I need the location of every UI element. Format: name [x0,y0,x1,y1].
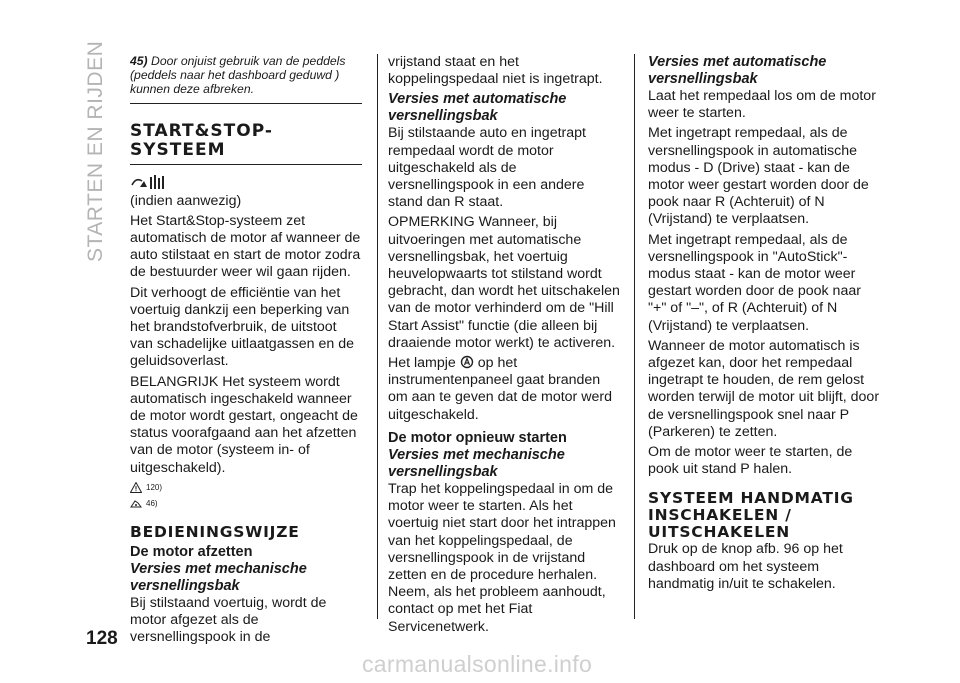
column-divider [377,54,378,619]
hand-note-icon [130,498,142,509]
reference-number: 120) [146,483,163,493]
warning-note [130,54,362,104]
note-number: 45) [130,54,148,68]
note-text: Door onjuist gebruik van de peddels (peddels naar het dashboard geduwd ) kunnen deze afbreken. [130,54,346,97]
paragraph: Met ingetrapt rempedaal, als de versnellingspook in "AutoStick"-modus staat - kan de motor weer gestart worden door de pook naar "+" of "–", of R (Achteruit) of N (Vrijstand) te verplaatsen. [648,231,861,334]
section-heading-start-stop: START&STOP-SYSTEEM [130,122,362,165]
column-divider [634,54,635,619]
paragraph: Bij stilstaand voertuig, wordt de motor afgezet als de versnellingspook in de [130,595,327,646]
reference-warning [130,480,362,496]
watermark: carmanualsonline.info [362,651,593,677]
paragraph: Bij stilstaande auto en ingetrapt rempedaal wordt de motor uitgeschakeld als de versnellingspook in een andere stand dan R staat. [388,125,586,211]
paragraph: Trap het koppelingspedaal in om de motor weer te starten. Als het voertuig niet start door het intrappen van het koppelingspedaal, de versnellingspook in de vrijstand zetten en de procedure herhalen. Neem, als het probleem aanhoudt, contact op met het Fiat Servicenetwerk. [388,481,616,635]
page-number: 128 [86,628,118,649]
paragraph [388,355,620,424]
text-span: op het instrumentenpaneel gaat branden om aan te geven dat de motor werd uitgeschakeld. [388,355,612,423]
reference-number: 46) [146,499,158,509]
paragraph: BELANGRIJK Het systeem wordt automatisch ingeschakeld wanneer de motor wordt gestart, ongeacht de status voorafgaand aan het afzetten van de motor (systeem in- of uitgeschakeld). [130,373,358,476]
column-3 [648,54,880,596]
start-stop-icon-row [130,173,362,193]
subheading-mechanisch: Versies met mechanische versnellingsbak [130,561,307,595]
paragraph: OPMERKING Wanneer, bij uitvoeringen met automatische versnellingsbak, het voertuig heuvelopwaarts tot stilstand wordt gebracht, dan wordt het uitschakelen van de motor verhinderd om de "Hill Start Assist" functie (die alleen bij draaiende motor werkt) te activeren. [388,214,620,351]
subheading-afzetten: De motor afzetten [130,543,253,560]
paragraph: Druk op de knop afb. 96 op het dashboard om het systeem handmatig in/uit te schakelen. [648,541,843,592]
section-heading-bediening: BEDIENINGSWIJZE [130,522,300,541]
paragraph: (indien aanwezig) [130,192,242,209]
paragraph: Om de motor weer te starten, de pook uit stand P halen. [648,444,853,478]
subheading-automatisch: Versies met automatische versnellingsbak [648,54,827,87]
warning-triangle-icon [130,482,142,493]
paragraph: Het Start&Stop-systeem zet automatisch de motor af wanneer de auto stilstaat en start de motor zodra de bestuurder weer wil gaan rijden. [130,212,361,281]
column-2 [388,54,620,639]
paragraph: Laat het rempedaal los om de motor weer te starten. [648,88,876,122]
chapter-side-title: STARTEN EN RIJDEN [84,40,107,262]
paragraph: Wanneer de motor automatisch is afgezet kan, door het rempedaal ingetrapt te houden, de rem gelost worden terwijl de motor uit blijft, door de versnellingspook snel naar P (Parkeren) te zetten. [648,337,880,440]
paragraph: vrijstand staat en het koppelingspedaal niet is ingetrapt. [388,54,603,88]
subheading-automatisch: Versies met automatische versnellingsbak [388,91,567,125]
subheading-mechanisch: Versies met mechanische versnellingsbak [388,447,565,481]
reference-note [130,496,362,512]
paragraph: Met ingetrapt rempedaal, als de versnellingspook in automatische modus - D (Drive) staat - kan de motor weer gestart worden door de pook naar R (Achteruit) of N (Vrijstand) te verplaatsen. [648,125,869,228]
paragraph: Dit verhoogt de efficiëntie van het voertuig dankzij een beperking van het brandstofverbruik, de uitstoot van schadelijke uitlaatgassen en de geluidsoverlast. [130,284,355,370]
column-1 [130,54,362,650]
auto-stop-lamp-icon [460,355,474,369]
text-span: Het lampje [388,355,456,372]
section-heading-systeem-handmatig: SYSTEEM HANDMATIG INSCHAKELEN / UITSCHAKELEN [648,489,854,542]
subheading-opnieuw-starten: De motor opnieuw starten [388,429,567,446]
start-stop-icon [130,173,170,191]
